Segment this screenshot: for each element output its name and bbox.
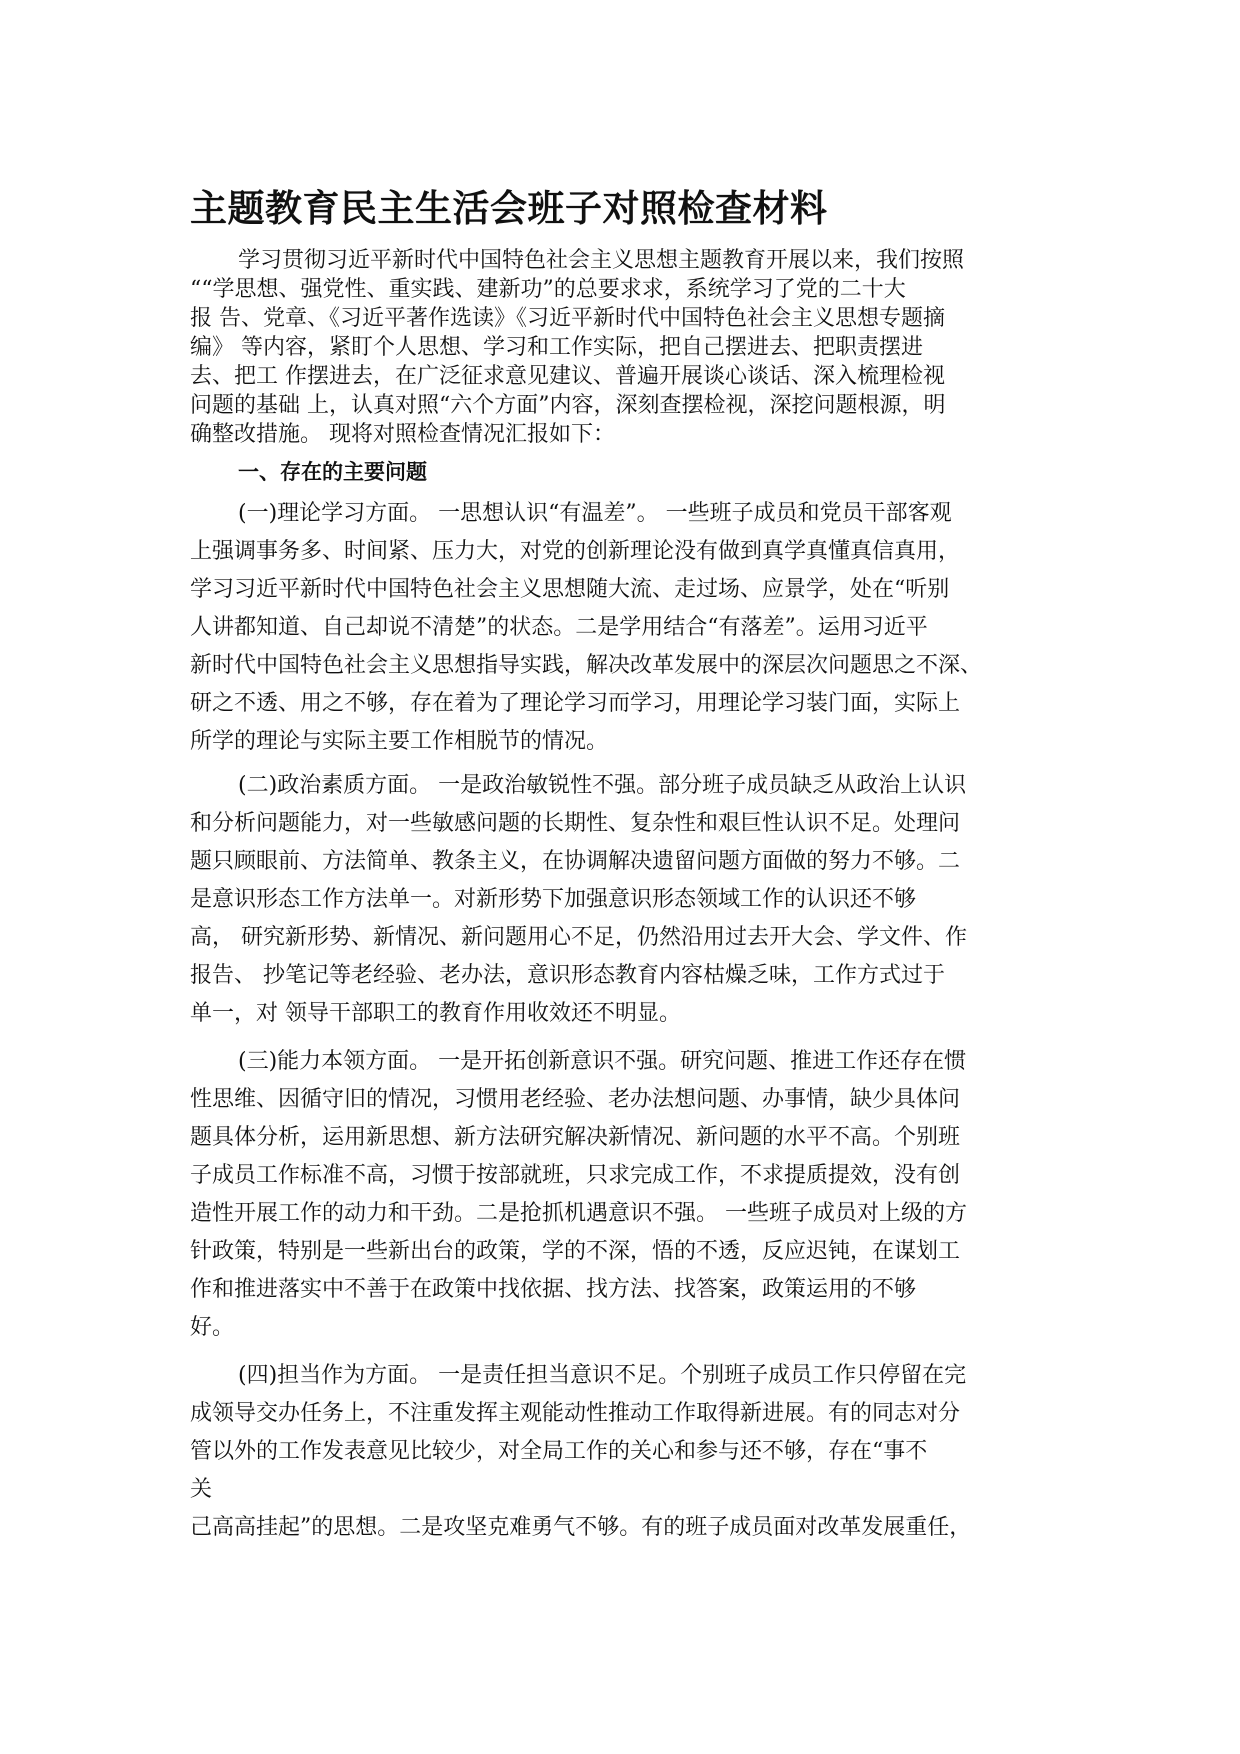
intro-line: 问题的基础 上，认真对照“六个方面”内容，深刻查摆检视，深挖问题根源，明 (190, 393, 946, 418)
paragraph-line: 报告、 抄笔记等老经验、老办法，意识形态教育内容枯燥乏味，工作方式过于 (190, 963, 945, 988)
section-responsibility (190, 1357, 1060, 1547)
section-heading: 一、存在的主要问题 (238, 460, 427, 484)
paragraph-line: 学习习近平新时代中国特色社会主义思想随大流、走过场、应景学，处在“听别 (190, 577, 950, 602)
paragraph-line: 好。 (190, 1315, 235, 1340)
paragraph-line: 子成员工作标准不高，习惯于按部就班，只求完成工作，不求提质提效，没有创 (190, 1163, 961, 1188)
paragraph-line: 造性开展工作的动力和干劲。二是抢抓机遇意识不强。 一些班子成员对上级的方 (190, 1201, 967, 1226)
paragraph-line: 管以外的工作发表意见比较少，对全局工作的关心和参与还不够，存在“事不 (190, 1439, 928, 1464)
intro-line: 学习贯彻习近平新时代中国特色社会主义思想主题教育开展以来，我们按照 (238, 248, 965, 273)
section-theory-study (190, 495, 1060, 761)
paragraph-line: 是意识形态工作方法单一。对新形势下加强意识形态领域工作的认识还不够 (190, 887, 917, 912)
paragraph-line: 作和推进落实中不善于在政策中找依据、找方法、找答案，政策运用的不够 (190, 1277, 917, 1302)
paragraph-line: 所学的理论与实际主要工作相脱节的情况。 (190, 729, 609, 754)
paragraph-line: 关 (190, 1477, 213, 1502)
paragraph-line: 性思维、因循守旧的情况，习惯用老经验、老办法想问题、办事情，缺少具体问 (190, 1087, 961, 1112)
paragraph-line: (二)政治素质方面。 一是政治敏锐性不强。部分班子成员缺乏从政治上认识 (238, 773, 967, 798)
paragraph-line: (四)担当作为方面。 一是责任担当意识不足。个别班子成员工作只停留在完 (238, 1363, 967, 1388)
intro-line: 报 告、党章、《习近平著作选读》《习近平新时代中国特色社会主义思想专题摘 (190, 306, 945, 331)
paragraph-line: 新时代中国特色社会主义思想指导实践，解决改革发展中的深层次问题思之不深、 (190, 653, 983, 678)
paragraph-line: 高， 研究新形势、新情况、新问题用心不足，仍然沿用过去开大会、学文件、作 (190, 925, 967, 950)
intro-line: 去、把工 作摆进去，在广泛征求意见建议、普遍开展谈心谈话、深入梳理检视 (190, 364, 945, 389)
document-page (190, 186, 1060, 1553)
document-title: 主题教育民主生活会班子对照检查材料 (190, 187, 828, 230)
paragraph-line: 成领导交办任务上，不注重发挥主观能动性推动工作取得新进展。有的同志对分 (190, 1401, 961, 1426)
paragraph-line: 上强调事务多、时间紧、压力大，对党的创新理论没有做到真学真懂真信真用， (190, 539, 961, 564)
section-ability-skills (190, 1043, 1060, 1347)
intro-line: 确整改措施。 现将对照检查情况汇报如下： (190, 422, 615, 447)
paragraph-line: 和分析问题能力，对一些敏感问题的长期性、复杂性和艰巨性认识不足。处理问 (190, 811, 961, 836)
intro-line: 编》 等内容，紧盯个人思想、学习和工作实际，把自己摆进去、把职责摆进 (190, 335, 923, 360)
intro-line: ““学思想、强党性、重实践、建新功”的总要求求，系统学习了党的二十大 (190, 277, 906, 302)
section-political-quality (190, 767, 1060, 1033)
paragraph-line: 己高高挂起”的思想。二是攻坚克难勇气不够。有的班子成员面对改革发展重任， (190, 1515, 972, 1540)
paragraph-line: (三)能力本领方面。 一是开拓创新意识不强。研究问题、推进工作还存在惯 (238, 1049, 967, 1074)
paragraph-line: 研之不透、用之不够，存在着为了理论学习而学习，用理论学习装门面，实际上 (190, 691, 961, 716)
paragraph-line: (一)理论学习方面。 一思想认识“有温差”。 一些班子成员和党员干部客观 (238, 501, 952, 526)
paragraph-line: 题具体分析，运用新思想、新方法研究解决新情况、新问题的水平不高。个别班 (190, 1125, 961, 1150)
paragraph-line: 单一，对 领导干部职工的教育作用收效还不明显。 (190, 1001, 681, 1026)
paragraph-line: 人讲都知道、自己却说不清楚”的状态。二是学用结合“有落差”。运用习近平 (190, 615, 928, 640)
intro-paragraph (190, 246, 1060, 449)
paragraph-line: 针政策，特别是一些新出台的政策，学的不深，悟的不透，反应迟钝，在谋划工 (190, 1239, 961, 1264)
paragraph-line: 题只顾眼前、方法简单、教条主义，在协调解决遗留问题方面做的努力不够。二 (190, 849, 961, 874)
